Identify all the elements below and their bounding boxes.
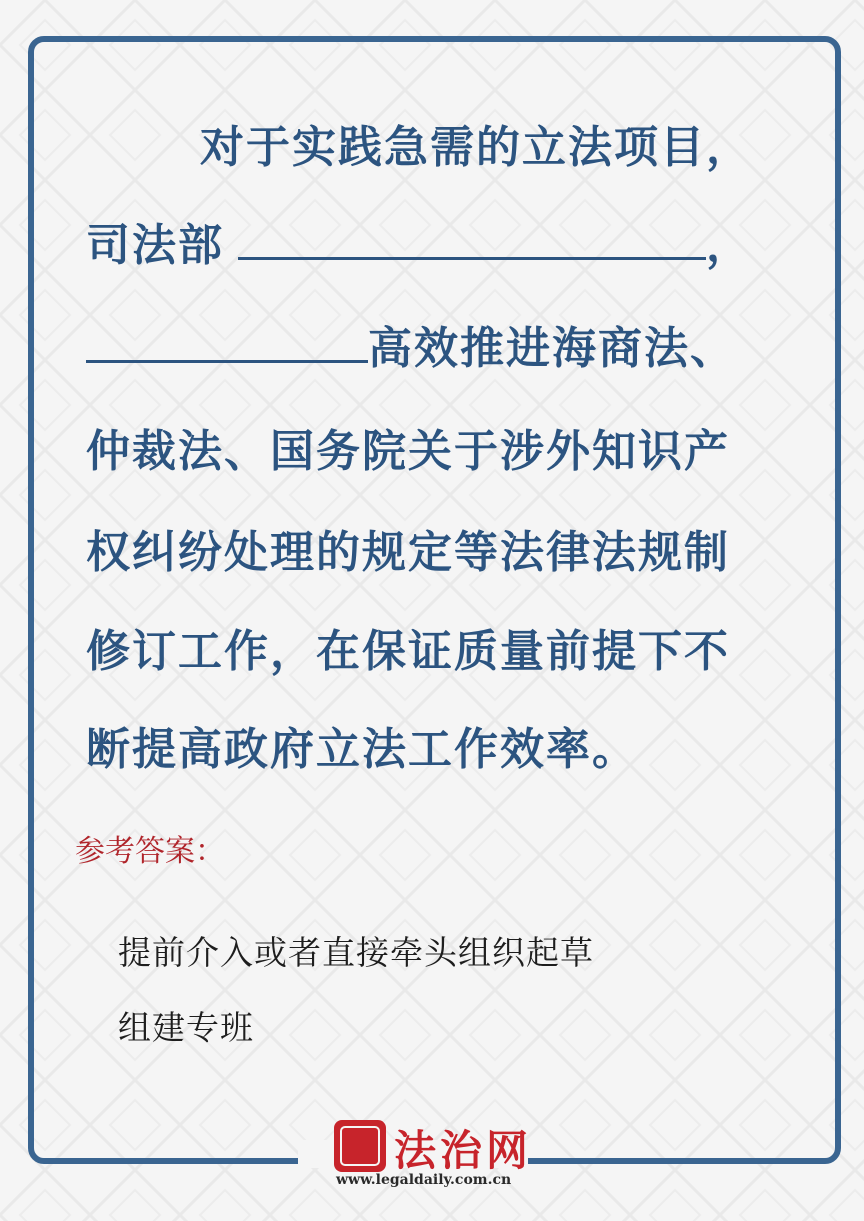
answer-label: 参考答案：	[75, 834, 225, 869]
question-line-5: 权纠纷处理的规定等法律法规制	[86, 527, 730, 578]
logo-name: 法治网	[394, 1126, 533, 1175]
fill-blank-2	[86, 334, 368, 363]
question-line-3-suffix: 高效推进海商法、	[368, 323, 736, 374]
question-line-6: 修订工作，在保证质量前提下不	[86, 626, 730, 677]
question-line-2	[86, 220, 752, 272]
legaldaily-logo	[334, 1116, 534, 1196]
question-line-2-suffix: ，	[706, 220, 752, 271]
seal-icon	[334, 1120, 386, 1172]
question-line-7: 断提高政府立法工作效率。	[86, 724, 638, 775]
card-frame	[28, 36, 841, 1164]
answer-blank-2: 组建专班	[118, 1008, 254, 1047]
question-line-3	[86, 323, 736, 375]
answer-blank-1: 提前介入或者直接牵头组织起草	[118, 933, 594, 972]
fill-blank-1	[238, 231, 706, 260]
question-line-2-prefix: 司法部	[86, 220, 224, 271]
question-line-1: 对于实践急需的立法项目，	[200, 122, 752, 173]
question-line-4: 仲裁法、国务院关于涉外知识产	[86, 426, 730, 477]
logo-url: www.legaldaily.com.cn	[336, 1172, 512, 1188]
